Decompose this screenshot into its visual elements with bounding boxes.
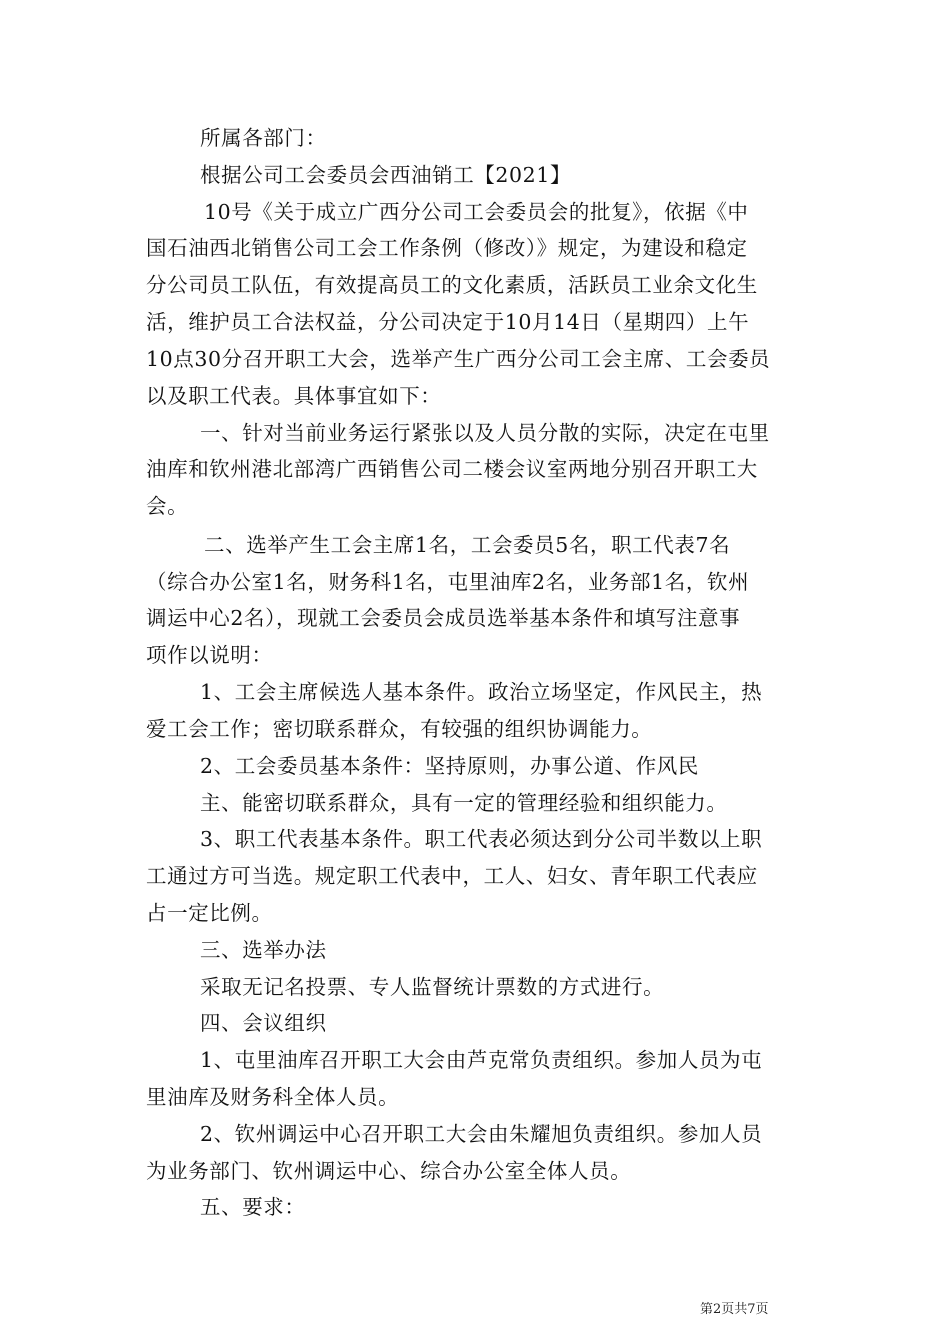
paragraph-line: 10号《关于成立广西分公司工会委员会的批复》，依据《中 (204, 200, 749, 224)
paragraph-line: 以及职工代表。具体事宜如下： (146, 384, 442, 408)
section-heading-3: 三、选举办法 (200, 938, 327, 962)
section-heading-1: 一、针对当前业务运行紧张以及人员分散的实际，决定在屯里 (200, 421, 770, 445)
paragraph-line: 调运中心2名），现就工会委员会成员选举基本条件和填写注意事 (146, 606, 741, 630)
list-item-3: 3、职工代表基本条件。职工代表必须达到分公司半数以上职 (200, 827, 763, 851)
list-item-2: 2、工会委员基本条件：坚持原则，办事公道、作风民 (200, 754, 699, 778)
section-heading-4: 四、会议组织 (200, 1011, 327, 1035)
paragraph-line: 里油库及财务科全体人员。 (146, 1085, 400, 1109)
paragraph-line: 工通过方可当选。规定职工代表中，工人、妇女、青年职工代表应 (146, 864, 758, 888)
salutation: 所属各部门： (200, 126, 327, 150)
page-number: 第2页共7页 (700, 1302, 769, 1317)
paragraph-line: 10点30分召开职工大会，选举产生广西分公司工会主席、工会委员 (146, 347, 771, 371)
paragraph-line: 分公司员工队伍，有效提高员工的文化素质，活跃员工业余文化生 (146, 273, 758, 297)
paragraph-line: 爱工会工作；密切联系群众，有较强的组织协调能力。 (146, 717, 653, 741)
paragraph-line: （综合办公室1名，财务科1名，屯里油库2名，业务部1名，钦州 (146, 570, 750, 594)
paragraph-line: 采取无记名投票、专人监督统计票数的方式进行。 (200, 975, 665, 999)
paragraph-line: 主、能密切联系群众，具有一定的管理经验和组织能力。 (200, 791, 728, 815)
paragraph-line: 为业务部门、钦州调运中心、综合办公室全体人员。 (146, 1159, 632, 1183)
paragraph-line: 会。 (146, 494, 189, 518)
section-heading-5: 五、要求： (200, 1195, 306, 1219)
list-item-2: 2、钦州调运中心召开职工大会由朱耀旭负责组织。参加人员 (200, 1122, 763, 1146)
paragraph-line: 活，维护员工合法权益，分公司决定于10月14日（星期四）上午 (146, 310, 750, 334)
list-item-1: 1、屯里油库召开职工大会由芦克常负责组织。参加人员为屯 (200, 1048, 763, 1072)
paragraph-line: 占一定比例。 (146, 901, 273, 925)
section-heading-2: 二、选举产生工会主席1名，工会委员5名，职工代表7名 (204, 533, 731, 557)
paragraph-line: 根据公司工会委员会西油销工【2021】 (200, 163, 572, 187)
paragraph-line: 国石油西北销售公司工会工作条例（修改）》规定，为建设和稳定 (146, 236, 748, 260)
paragraph-line: 油库和钦州港北部湾广西销售公司二楼会议室两地分别召开职工大 (146, 457, 758, 481)
list-item-1: 1、工会主席候选人基本条件。政治立场坚定，作风民主，热 (200, 680, 763, 704)
paragraph-line: 项作以说明： (146, 643, 273, 667)
